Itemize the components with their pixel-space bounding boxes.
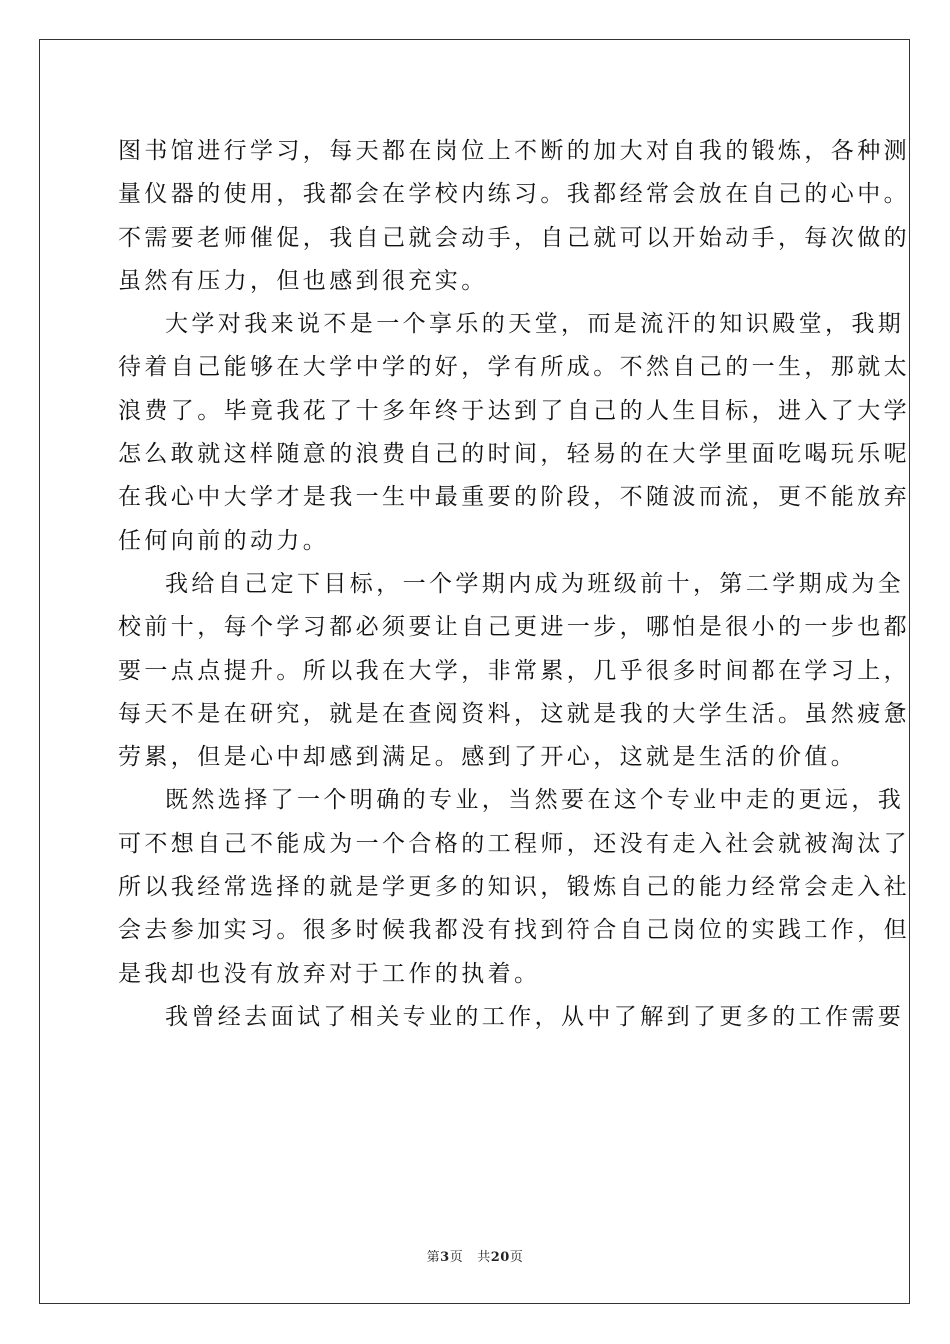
text-line: 虽然有压力，但也感到很充实。 (118, 267, 488, 294)
text-line: 既然选择了一个明确的专业，当然要在这个专业中走的更远，我 (165, 787, 905, 814)
text-line: 浪费了。毕竟我花了十多年终于达到了自己的人生目标，进入了大学 (118, 397, 910, 424)
page-unit: 页 (449, 1250, 464, 1265)
document-body (118, 130, 910, 1039)
page-prefix: 第 (426, 1250, 441, 1265)
text-line: 每天不是在研究，就是在查阅资料，这就是我的大学生活。虽然疲惫 (118, 700, 910, 727)
total-prefix: 共 (477, 1250, 491, 1265)
total-unit: 页 (509, 1250, 524, 1265)
text-line: 是我却也没有放弃对于工作的执着。 (118, 960, 541, 987)
text-line: 可不想自己不能成为一个合格的工程师，还没有走入社会就被淘汰了 (118, 830, 910, 857)
text-line: 在我心中大学才是我一生中最重要的阶段，不随波而流，更不能放弃 (118, 484, 910, 511)
text-line: 任何向前的动力。 (118, 527, 330, 554)
text-line: 不需要老师催促，我自己就会动手，自己就可以开始动手，每次做的 (118, 224, 910, 251)
text-line: 量仪器的使用，我都会在学校内练习。我都经常会放在自己的心中。 (118, 181, 910, 208)
text-line: 所以我经常选择的就是学更多的知识，锻炼自己的能力经常会走入社 (118, 874, 910, 901)
text-line: 怎么敢就这样随意的浪费自己的时间，轻易的在大学里面吃喝玩乐呢 (118, 441, 910, 468)
text-line: 大学对我来说不是一个享乐的天堂，而是流汗的知识殿堂，我期 (165, 311, 905, 338)
text-line: 劳累，但是心中却感到满足。感到了开心，这就是生活的价值。 (118, 744, 858, 771)
text-line: 校前十，每个学习都必须要让自己更进一步，哪怕是很小的一步也都 (118, 614, 910, 641)
page-number-footer (0, 1246, 950, 1265)
text-line: 要一点点提升。所以我在大学，非常累，几乎很多时间都在学习上， (118, 657, 910, 684)
text-line: 待着自己能够在大学中学的好，学有所成。不然自己的一生，那就太 (118, 354, 910, 381)
text-line: 会去参加实习。很多时候我都没有找到符合自己岗位的实践工作，但 (118, 917, 910, 944)
text-line: 图书馆进行学习，每天都在岗位上不断的加大对自我的锻炼，各种测 (118, 138, 910, 164)
total-page-count: 20 (490, 1250, 510, 1265)
current-page-number: 3 (440, 1250, 450, 1265)
text-line: 我曾经去面试了相关专业的工作，从中了解到了更多的工作需要 (165, 1003, 905, 1030)
text-line: 我给自己定下目标，一个学期内成为班级前十，第二学期成为全 (165, 570, 905, 597)
